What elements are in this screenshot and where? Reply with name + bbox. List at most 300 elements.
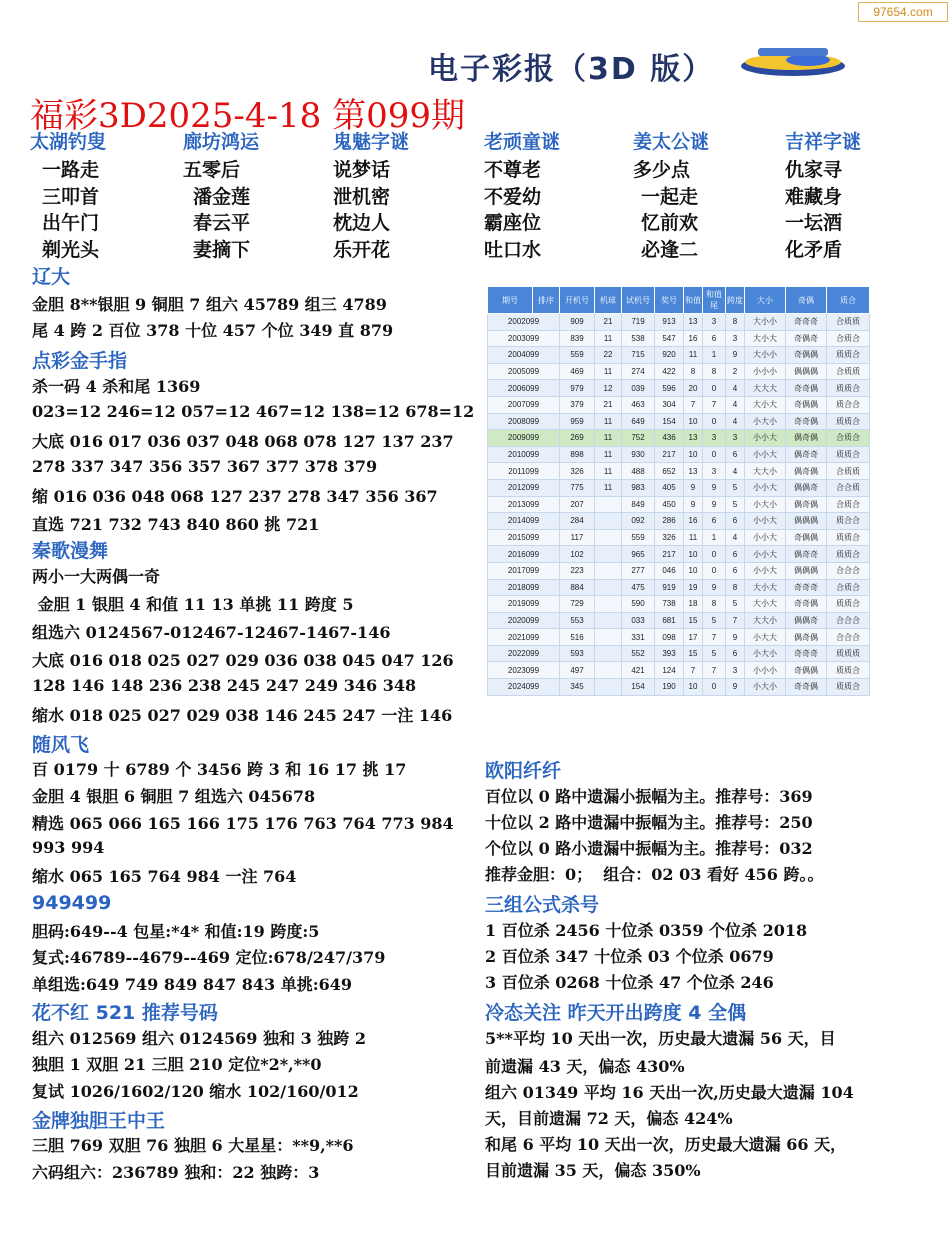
table-cell: 2003099 <box>488 330 560 347</box>
table-cell: 合质质 <box>827 463 870 480</box>
table-cell: 649 <box>622 413 655 430</box>
table-cell <box>595 546 622 563</box>
table-cell: 偶奇偶 <box>786 629 827 646</box>
column-header[interactable]: 试机号 <box>622 287 655 314</box>
column-header[interactable]: 期号 <box>488 287 533 314</box>
table-cell: 合质合 <box>827 579 870 596</box>
riddle-item: 春云平 <box>193 212 251 234</box>
table-cell: 13 <box>684 463 703 480</box>
table-cell: 质合合 <box>827 513 870 530</box>
riddle-item: 枕边人 <box>333 212 391 234</box>
riddle-item: 泄机密 <box>333 185 391 208</box>
table-cell: 11 <box>595 330 622 347</box>
history-table <box>487 286 870 696</box>
table-cell: 偶奇偶 <box>786 496 827 513</box>
table-cell: 2022099 <box>488 645 560 662</box>
section-line: 278 337 347 356 357 367 377 378 379 <box>32 457 378 476</box>
section-line: 金胆 1 银胆 4 和值 11 13 单挑 11 跨度 5 <box>32 595 354 614</box>
table-cell: 质质合 <box>827 347 870 364</box>
table-cell: 5 <box>726 596 745 613</box>
table-cell: 11 <box>595 463 622 480</box>
table-cell: 1 <box>703 347 726 364</box>
table-cell: 1 <box>703 529 726 546</box>
table-row <box>488 562 870 579</box>
table-cell: 奇偶偶 <box>786 529 827 546</box>
table-cell: 质质合 <box>827 679 870 696</box>
table-cell: 10 <box>684 413 703 430</box>
table-cell: 0 <box>703 380 726 397</box>
table-cell: 463 <box>622 396 655 413</box>
column-header[interactable]: 跨度 <box>726 287 745 314</box>
table-cell: 2016099 <box>488 546 560 563</box>
table-cell <box>595 579 622 596</box>
table-cell: 奇偶偶 <box>786 347 827 364</box>
table-cell: 393 <box>655 645 684 662</box>
table-cell <box>595 662 622 679</box>
section-title: 辽大 <box>32 266 71 288</box>
table-cell: 2013099 <box>488 496 560 513</box>
table-cell: 5 <box>726 496 745 513</box>
table-cell: 7 <box>726 612 745 629</box>
table-cell: 13 <box>684 430 703 447</box>
table-cell: 719 <box>622 314 655 331</box>
table-cell: 2002099 <box>488 314 560 331</box>
riddle-item: 霸座位 <box>484 212 542 234</box>
table-header-row <box>488 287 870 314</box>
table-cell <box>595 496 622 513</box>
table-cell: 2014099 <box>488 513 560 530</box>
section-line: 目前遗漏 35 天，偏态 350% <box>485 1161 701 1180</box>
table-cell: 18 <box>684 596 703 613</box>
table-cell: 奇奇奇 <box>786 645 827 662</box>
column-header[interactable]: 排序 <box>533 287 560 314</box>
table-cell: 920 <box>655 347 684 364</box>
table-row <box>488 463 870 480</box>
section-line: 精选 065 066 165 166 175 176 763 764 773 984 <box>32 814 454 833</box>
table-cell: 2006099 <box>488 380 560 397</box>
table-cell: 大小大 <box>745 596 786 613</box>
table-cell: 0 <box>703 546 726 563</box>
section-line: 个位以 0 路小遗漏中振幅为主。推荐号：032 <box>485 839 813 858</box>
table-cell: 2010099 <box>488 446 560 463</box>
table-cell: 小小大 <box>745 479 786 496</box>
table-cell: 大大小 <box>745 463 786 480</box>
table-cell: 11 <box>684 347 703 364</box>
table-cell: 偶偶偶 <box>786 513 827 530</box>
table-cell: 965 <box>622 546 655 563</box>
section-line: 前遗漏 43 天，偏态 430% <box>485 1057 685 1076</box>
riddle-item: 忆前欢 <box>641 212 699 234</box>
table-cell: 3 <box>703 463 726 480</box>
table-cell: 0 <box>703 413 726 430</box>
section-line: 百位以 0 路中遗漏小振幅为主。推荐号：369 <box>485 787 813 806</box>
table-cell: 小小大 <box>745 562 786 579</box>
site-badge[interactable]: 97654.com <box>858 2 948 22</box>
table-cell: 合合合 <box>827 629 870 646</box>
table-cell: 3 <box>703 314 726 331</box>
table-cell: 6 <box>703 330 726 347</box>
table-cell: 909 <box>560 314 595 331</box>
riddle-heading: 鬼魅字谜 <box>333 131 410 153</box>
table-cell: 奇奇偶 <box>786 413 827 430</box>
table-cell: 质质合 <box>827 413 870 430</box>
section-line: 3 百位杀 0268 十位杀 47 个位杀 246 <box>485 973 774 992</box>
riddle-heading: 廊坊鸿运 <box>183 131 260 153</box>
section-title: 花不红 521 推荐号码 <box>32 1002 218 1024</box>
section-line: 金胆 8**银胆 9 铜胆 7 组六 45789 组三 4789 <box>32 295 387 314</box>
table-cell: 2023099 <box>488 662 560 679</box>
table-cell: 12 <box>595 380 622 397</box>
table-cell: 小小大 <box>745 513 786 530</box>
table-cell: 553 <box>560 612 595 629</box>
section-line: 大底 016 018 025 027 029 036 038 045 047 126 <box>32 651 454 670</box>
section-line: 三胆 769 双胆 76 独胆 6 大星星：**9,**6 <box>32 1136 354 1155</box>
table-cell: 0 <box>703 679 726 696</box>
table-cell: 538 <box>622 330 655 347</box>
table-cell: 11 <box>595 446 622 463</box>
table-cell: 21 <box>595 314 622 331</box>
table-cell: 奇奇偶 <box>786 596 827 613</box>
table-cell: 849 <box>622 496 655 513</box>
table-cell: 6 <box>726 645 745 662</box>
table-cell: 9 <box>726 629 745 646</box>
section-line: 两小一大两偶一奇 <box>32 567 161 586</box>
table-cell: 7 <box>703 396 726 413</box>
table-cell: 7 <box>703 629 726 646</box>
riddle-item: 剃光头 <box>42 238 100 261</box>
section-line: 128 146 148 236 238 245 247 249 346 348 <box>32 676 417 695</box>
table-cell: 奇偶偶 <box>786 396 827 413</box>
section-line: 组六 012569 组六 0124569 独和 3 独跨 2 <box>32 1029 366 1048</box>
riddle-item: 一坛酒 <box>785 212 843 234</box>
header-title: 电子彩报（3D 版） <box>428 52 715 87</box>
table-cell: 422 <box>655 363 684 380</box>
table-cell: 475 <box>622 579 655 596</box>
table-cell: 大小大 <box>745 396 786 413</box>
table-cell: 7 <box>684 662 703 679</box>
table-cell: 421 <box>622 662 655 679</box>
table-cell: 大大大 <box>745 380 786 397</box>
table-cell: 10 <box>684 562 703 579</box>
table-cell: 497 <box>560 662 595 679</box>
section-title: 三组公式杀号 <box>485 894 600 916</box>
riddle-item: 化矛盾 <box>785 238 843 261</box>
table-cell: 6 <box>726 513 745 530</box>
table-cell: 2007099 <box>488 396 560 413</box>
table-cell: 奇奇偶 <box>786 679 827 696</box>
table-cell: 偶偶偶 <box>786 562 827 579</box>
table-row <box>488 596 870 613</box>
table-cell: 偶奇偶 <box>786 430 827 447</box>
section-line: 十位以 2 路中遗漏中振幅为主。推荐号：250 <box>485 813 813 832</box>
table-cell: 2018099 <box>488 579 560 596</box>
table-cell: 小大小 <box>745 679 786 696</box>
table-cell: 8 <box>703 596 726 613</box>
column-header[interactable]: 开机号 <box>560 287 595 314</box>
table-cell: 奇偶偶 <box>786 662 827 679</box>
table-cell: 质质合 <box>827 546 870 563</box>
table-cell: 16 <box>684 513 703 530</box>
section-line: 杀一码 4 杀和尾 1369 <box>32 377 201 396</box>
table-cell: 15 <box>684 645 703 662</box>
riddle-heading: 吉祥字谜 <box>785 131 862 153</box>
riddle-heading: 老顽童谜 <box>484 131 561 153</box>
table-cell: 奇偶奇 <box>786 330 827 347</box>
table-cell: 223 <box>560 562 595 579</box>
table-cell <box>595 612 622 629</box>
section-line: 胆码:649--4 包星:*4* 和值:19 跨度:5 <box>32 922 320 941</box>
section-line: 复试 1026/1602/120 缩水 102/160/012 <box>32 1082 359 1101</box>
table-cell: 小小大 <box>745 446 786 463</box>
table-cell: 752 <box>622 430 655 447</box>
table-cell: 合合合 <box>827 562 870 579</box>
table-row <box>488 579 870 596</box>
riddle-item: 妻摘下 <box>193 238 251 261</box>
riddle-item: 不爱幼 <box>484 185 542 208</box>
table-cell: 983 <box>622 479 655 496</box>
table-cell: 19 <box>684 579 703 596</box>
table-cell: 11 <box>595 479 622 496</box>
table-cell: 7 <box>703 662 726 679</box>
table-cell: 2024099 <box>488 679 560 696</box>
riddle-item: 乐开花 <box>333 238 391 261</box>
table-cell: 9 <box>684 479 703 496</box>
table-cell: 775 <box>560 479 595 496</box>
table-row <box>488 546 870 563</box>
table-cell: 小小大 <box>745 529 786 546</box>
column-header[interactable]: 奇偶 <box>786 287 827 314</box>
table-cell: 小大大 <box>745 629 786 646</box>
table-cell: 2008099 <box>488 413 560 430</box>
table-cell: 质质合 <box>827 380 870 397</box>
table-cell: 269 <box>560 430 595 447</box>
table-cell: 450 <box>655 496 684 513</box>
table-cell: 345 <box>560 679 595 696</box>
table-cell: 9 <box>684 496 703 513</box>
table-cell: 大大小 <box>745 612 786 629</box>
table-cell <box>595 513 622 530</box>
table-cell: 17 <box>684 629 703 646</box>
table-row <box>488 529 870 546</box>
table-cell: 559 <box>622 529 655 546</box>
table-cell: 4 <box>726 463 745 480</box>
riddle-item: 不尊老 <box>484 159 542 181</box>
section-line: 尾 4 跨 2 百位 378 十位 457 个位 349 直 879 <box>32 321 394 340</box>
riddle-item: 潘金莲 <box>193 185 251 208</box>
table-cell: 6 <box>726 546 745 563</box>
section-title: 随风飞 <box>32 734 90 756</box>
table-cell: 2015099 <box>488 529 560 546</box>
table-cell: 15 <box>684 612 703 629</box>
table-cell: 质质合 <box>827 662 870 679</box>
table-cell: 6 <box>726 446 745 463</box>
table-cell: 奇奇偶 <box>786 380 827 397</box>
table-cell: 偶奇偶 <box>786 463 827 480</box>
section-line: 复式:46789--4679--469 定位:678/247/379 <box>32 948 386 967</box>
table-cell: 436 <box>655 430 684 447</box>
table-cell: 偶奇奇 <box>786 546 827 563</box>
table-cell: 117 <box>560 529 595 546</box>
section-title: 949499 <box>32 892 112 914</box>
table-cell: 合质质 <box>827 363 870 380</box>
table-cell: 7 <box>684 396 703 413</box>
column-header[interactable]: 和值尾 <box>703 287 726 314</box>
section-line: 组选六 0124567-012467-12467-1467-146 <box>32 623 391 642</box>
riddle-item: 一起走 <box>641 185 699 208</box>
table-row <box>488 645 870 662</box>
table-cell: 9 <box>703 479 726 496</box>
table-cell: 8 <box>684 363 703 380</box>
table-cell: 11 <box>595 363 622 380</box>
table-cell: 13 <box>684 314 703 331</box>
table-cell: 奇奇奇 <box>786 579 827 596</box>
table-cell: 331 <box>622 629 655 646</box>
table-cell: 0 <box>703 446 726 463</box>
table-cell: 2011099 <box>488 463 560 480</box>
table-cell: 488 <box>622 463 655 480</box>
table-cell <box>595 645 622 662</box>
table-cell: 738 <box>655 596 684 613</box>
table-cell: 207 <box>560 496 595 513</box>
section-line: 百 0179 十 6789 个 3456 跨 3 和 16 17 挑 17 <box>32 760 407 779</box>
table-cell: 4 <box>726 396 745 413</box>
table-cell: 913 <box>655 314 684 331</box>
table-cell: 326 <box>655 529 684 546</box>
table-cell: 合质合 <box>827 330 870 347</box>
table-cell: 3 <box>726 662 745 679</box>
table-cell: 8 <box>703 363 726 380</box>
riddle-item: 三叩首 <box>42 185 100 208</box>
table-row <box>488 347 870 364</box>
column-header[interactable]: 和值 <box>684 287 703 314</box>
table-cell: 559 <box>560 347 595 364</box>
table-cell: 小大小 <box>745 413 786 430</box>
table-cell: 5 <box>726 479 745 496</box>
section-title: 点彩金手指 <box>32 350 128 372</box>
table-cell: 217 <box>655 446 684 463</box>
table-row <box>488 662 870 679</box>
table-cell: 098 <box>655 629 684 646</box>
section-line: 023=12 246=12 057=12 467=12 138=12 678=12 <box>32 402 475 421</box>
riddle-item: 出午门 <box>42 212 100 234</box>
table-row <box>488 430 870 447</box>
table-cell <box>595 562 622 579</box>
table-cell: 6 <box>726 562 745 579</box>
table-cell <box>595 596 622 613</box>
table-cell <box>595 529 622 546</box>
table-row <box>488 612 870 629</box>
table-cell: 0 <box>703 562 726 579</box>
table-cell: 合合合 <box>827 612 870 629</box>
table-cell: 8 <box>726 579 745 596</box>
table-cell: 质合合 <box>827 396 870 413</box>
table-cell: 217 <box>655 546 684 563</box>
table-cell: 5 <box>703 645 726 662</box>
section-line: 金胆 4 银胆 6 铜胆 7 组选六 045678 <box>32 787 316 806</box>
table-cell: 奇奇奇 <box>786 314 827 331</box>
table-cell: 10 <box>684 679 703 696</box>
table-cell: 2 <box>726 363 745 380</box>
riddle-item: 说梦话 <box>333 159 391 181</box>
table-cell: 10 <box>684 546 703 563</box>
table-cell: 2004099 <box>488 347 560 364</box>
table-cell: 11 <box>684 529 703 546</box>
table-cell: 590 <box>622 596 655 613</box>
table-cell: 277 <box>622 562 655 579</box>
riddle-item: 必逢二 <box>641 238 699 261</box>
table-cell: 合质合 <box>827 430 870 447</box>
table-cell: 884 <box>560 579 595 596</box>
table-cell: 22 <box>595 347 622 364</box>
table-cell: 质质合 <box>827 446 870 463</box>
table-cell: 3 <box>703 430 726 447</box>
table-cell: 质质合 <box>827 596 870 613</box>
section-title: 秦歌漫舞 <box>32 540 109 562</box>
table-cell: 286 <box>655 513 684 530</box>
table-cell: 11 <box>595 430 622 447</box>
table-cell: 16 <box>684 330 703 347</box>
table-cell: 2009099 <box>488 430 560 447</box>
table-cell: 4 <box>726 413 745 430</box>
table-cell: 偶偶奇 <box>786 612 827 629</box>
table-cell: 979 <box>560 380 595 397</box>
column-header[interactable]: 奖号 <box>655 287 684 314</box>
table-cell: 405 <box>655 479 684 496</box>
table-cell: 839 <box>560 330 595 347</box>
riddle-item: 多少点 <box>633 159 691 181</box>
table-cell: 552 <box>622 645 655 662</box>
table-cell: 3 <box>726 330 745 347</box>
table-cell: 2019099 <box>488 596 560 613</box>
section-line: 993 994 <box>32 838 105 857</box>
column-header[interactable]: 质合 <box>827 287 870 314</box>
table-cell: 596 <box>655 380 684 397</box>
section-line: 和尾 6 平均 10 天出一次，历史最大遗漏 66 天， <box>485 1135 847 1154</box>
table-cell: 2012099 <box>488 479 560 496</box>
table-cell: 4 <box>726 380 745 397</box>
table-cell: 379 <box>560 396 595 413</box>
table-cell: 039 <box>622 380 655 397</box>
column-header[interactable]: 机球 <box>595 287 622 314</box>
table-row <box>488 330 870 347</box>
section-line: 1 百位杀 2456 十位杀 0359 个位杀 2018 <box>485 921 808 940</box>
table-cell: 715 <box>622 347 655 364</box>
section-line: 独胆 1 双胆 21 三胆 210 定位*2*,**0 <box>32 1055 322 1074</box>
table-cell: 4 <box>726 529 745 546</box>
history-table-panel <box>487 286 870 696</box>
table-row <box>488 446 870 463</box>
table-cell: 11 <box>595 413 622 430</box>
table-cell: 304 <box>655 396 684 413</box>
table-cell: 小小小 <box>745 363 786 380</box>
section-title: 欧阳纤纤 <box>485 760 562 782</box>
issue-title: 福彩3D2025-4-18 第099期 <box>30 96 465 136</box>
table-cell: 959 <box>560 413 595 430</box>
table-cell: 合质合 <box>827 496 870 513</box>
table-cell: 21 <box>595 396 622 413</box>
section-line: 缩 016 036 048 068 127 237 278 347 356 367 <box>32 487 438 506</box>
table-cell: 547 <box>655 330 684 347</box>
table-cell: 9 <box>703 496 726 513</box>
table-cell: 652 <box>655 463 684 480</box>
table-cell: 9 <box>703 579 726 596</box>
riddle-item: 吐口水 <box>484 238 542 261</box>
table-cell: 9 <box>726 679 745 696</box>
column-header[interactable]: 大小 <box>745 287 786 314</box>
table-row <box>488 479 870 496</box>
table-row <box>488 396 870 413</box>
table-cell: 2017099 <box>488 562 560 579</box>
